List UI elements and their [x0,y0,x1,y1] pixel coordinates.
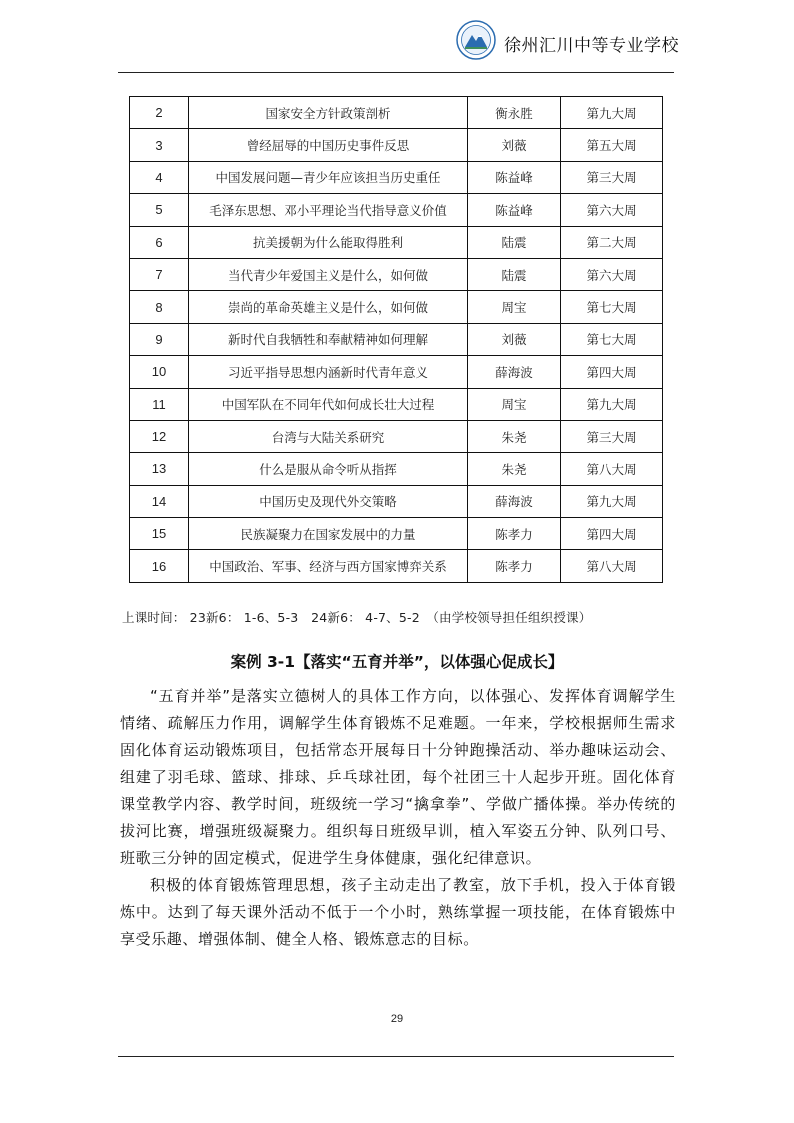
table-row [130,550,663,582]
row-number: 2 [130,97,189,129]
row-week: 第六大周 [561,258,663,290]
row-teacher: 薛海波 [468,356,561,388]
table-row [130,291,663,323]
table-row [130,420,663,452]
row-teacher: 刘薇 [468,129,561,161]
row-topic: 什么是服从命令听从指挥 [189,453,468,485]
case-paragraph-2: 积极的体育锻炼管理思想，孩子主动走出了教室，放下手机，投入于体育锻炼中。达到了每天课外活动不低于一个小时，熟练掌握一项技能，在体育锻炼中享受乐趣、增强体制、健全人格、锻炼意志的目标。 [120,876,676,948]
row-week: 第七大周 [561,323,663,355]
row-topic: 国家安全方针政策剖析 [189,97,468,129]
row-topic: 民族凝聚力在国家发展中的力量 [189,518,468,550]
row-number: 16 [130,550,189,582]
table-row [130,453,663,485]
table-row [130,97,663,129]
table-row [130,226,663,258]
table-row [130,485,663,517]
row-number: 11 [130,388,189,420]
row-teacher: 陆震 [468,258,561,290]
row-teacher: 陆震 [468,226,561,258]
school-emblem-icon [456,20,496,60]
row-number: 5 [130,194,189,226]
row-teacher: 周宝 [468,388,561,420]
row-topic: 台湾与大陆关系研究 [189,420,468,452]
row-teacher: 朱尧 [468,420,561,452]
row-topic: 毛泽东思想、邓小平理论当代指导意义价值 [189,194,468,226]
row-topic: 当代青少年爱国主义是什么，如何做 [189,258,468,290]
page-number: 29 [390,1013,404,1025]
row-topic: 中国历史及现代外交策略 [189,485,468,517]
school-name: 徐州汇川中等专业学校 [504,36,679,56]
row-topic: 抗美援朝为什么能取得胜利 [189,226,468,258]
row-week: 第七大周 [561,291,663,323]
row-topic: 曾经屈辱的中国历史事件反思 [189,129,468,161]
row-number: 7 [130,258,189,290]
row-week: 第九大周 [561,388,663,420]
page-header [0,0,794,76]
row-teacher: 衡永胜 [468,97,561,129]
row-week: 第八大周 [561,453,663,485]
row-number: 13 [130,453,189,485]
row-number: 9 [130,323,189,355]
row-week: 第四大周 [561,518,663,550]
case-paragraph-1: “五育并举”是落实立德树人的具体工作方向，以体强心、发挥体育调解学生情绪、疏解压力作用，调解学生体育锻炼不足难题。一年来，学校根据师生需求固化体育运动锻炼项目，包括常态开展每日十分钟跑操活动、举办趣味运动会、组建了羽毛球、篮球、排球、乒乓球社团，每个社团三十人起步开班。固化体育课堂教学内容、教学时间，班级统一学习“擒拿拳”、学做广播体操。举办传统的拔河比赛，增强班级凝聚力。组织每日班级早训，植入军姿五分钟、队列口号、班歌三分钟的固定模式，促进学生身体健康，强化纪律意识。 [120,687,676,867]
table-row [130,323,663,355]
table-row [130,161,663,193]
course-schedule-table [129,96,663,583]
header-divider [118,72,674,73]
table-row [130,258,663,290]
class-time-note: 上课时间： 23新6： 1-6、5-3 24新6： 4-7、5-2 （由学校领导担任组织授课） [122,610,592,625]
row-teacher: 陈孝力 [468,550,561,582]
table-row [130,129,663,161]
row-number: 12 [130,420,189,452]
row-week: 第二大周 [561,226,663,258]
row-number: 8 [130,291,189,323]
case-title: 案例 3-1【落实“五育并举”，以体强心促成长】 [230,653,564,671]
row-week: 第九大周 [561,97,663,129]
row-number: 4 [130,161,189,193]
row-number: 15 [130,518,189,550]
table-body [130,97,663,583]
row-topic: 中国政治、军事、经济与西方国家博弈关系 [189,550,468,582]
row-teacher: 刘薇 [468,323,561,355]
footer-divider [118,1056,674,1057]
row-topic: 新时代自我牺牲和奉献精神如何理解 [189,323,468,355]
row-teacher: 朱尧 [468,453,561,485]
row-teacher: 陈益峰 [468,194,561,226]
row-number: 10 [130,356,189,388]
table-row [130,518,663,550]
row-topic: 习近平指导思想内涵新时代青年意义 [189,356,468,388]
row-teacher: 薛海波 [468,485,561,517]
table-row [130,356,663,388]
row-number: 14 [130,485,189,517]
table-row [130,388,663,420]
row-topic: 中国军队在不同年代如何成长壮大过程 [189,388,468,420]
row-week: 第三大周 [561,420,663,452]
row-week: 第六大周 [561,194,663,226]
row-teacher: 周宝 [468,291,561,323]
table-row [130,194,663,226]
row-topic: 中国发展问题—青少年应该担当历史重任 [189,161,468,193]
row-topic: 崇尚的革命英雄主义是什么，如何做 [189,291,468,323]
row-week: 第八大周 [561,550,663,582]
row-teacher: 陈孝力 [468,518,561,550]
row-number: 3 [130,129,189,161]
row-number: 6 [130,226,189,258]
row-week: 第四大周 [561,356,663,388]
row-week: 第五大周 [561,129,663,161]
row-week: 第九大周 [561,485,663,517]
row-week: 第三大周 [561,161,663,193]
row-teacher: 陈益峰 [468,161,561,193]
